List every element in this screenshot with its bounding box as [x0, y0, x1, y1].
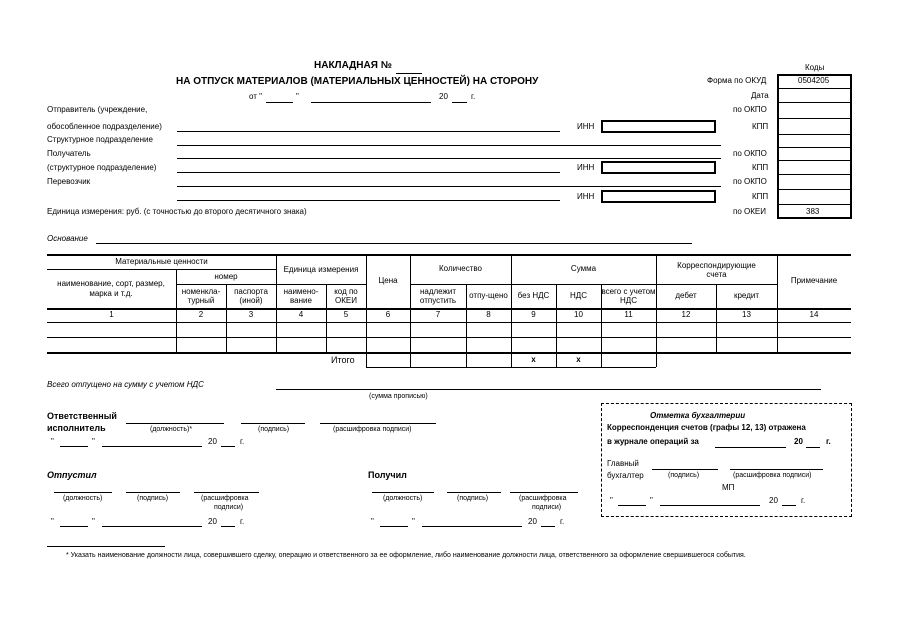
receiver-label-2: (структурное подразделение) — [47, 163, 157, 172]
rec-decoding-line[interactable] — [510, 492, 578, 493]
rec-date-quote: " — [412, 517, 415, 526]
received-label: Получил — [368, 470, 407, 480]
okpo-label: по ОКПО — [733, 177, 767, 186]
acc-date-quote: " — [650, 496, 653, 505]
footnote: * Указать наименование должности лица, совершившего сделку, операцию и ответственного за ее оформление, либо наименование должности лица, ответственного за оформление свершившегося события. — [66, 552, 746, 559]
stamp-mp: МП — [722, 483, 735, 492]
col-num: 11 — [624, 310, 633, 320]
rel-year-line[interactable] — [221, 526, 235, 527]
th-price: Цена — [378, 276, 398, 286]
acc-date-quote: " — [610, 496, 613, 505]
accounting-line2: в журнале операций за — [607, 437, 699, 446]
rec-signature-line[interactable] — [447, 492, 501, 493]
sender-input-line[interactable] — [177, 131, 560, 132]
carrier-input-line-2[interactable] — [177, 200, 560, 201]
rel-signature-caption: (подпись) — [137, 495, 169, 502]
carrier-label: Перевозчик — [47, 177, 91, 186]
rec-position-caption: (должность) — [383, 495, 423, 502]
date-year-line[interactable] — [452, 102, 467, 103]
accounting-title: Отметка бухгалтерии — [650, 411, 746, 420]
table-line — [47, 337, 851, 338]
resp-signature-line[interactable] — [241, 423, 305, 424]
struct-div-input-line[interactable] — [177, 145, 721, 146]
codes-row-divider — [777, 204, 852, 205]
rel-position-line[interactable] — [54, 492, 112, 493]
resp-position-caption: (должность)* — [150, 426, 193, 433]
rel-position-caption: (должность) — [63, 495, 103, 502]
footnote-separator — [47, 546, 165, 547]
okei-value: 383 — [806, 207, 820, 216]
resp-date-quote: " — [92, 437, 95, 446]
inn-label: ИНН — [577, 192, 595, 201]
th-unit-meas: Единица измерения — [283, 265, 359, 275]
kpp-label: КПП — [752, 192, 769, 201]
okud-value: 0504205 — [798, 76, 830, 85]
resp-date-month-line[interactable] — [102, 446, 202, 447]
accounting-line1: Корреспонденция счетов (графы 12, 13) отражена — [607, 423, 806, 432]
acc-year-suffix: г. — [801, 496, 806, 505]
kpp-label: КПП — [752, 163, 769, 172]
inn-label: ИНН — [577, 163, 595, 172]
rel-signature-line[interactable] — [126, 492, 180, 493]
rec-date-quote: " — [371, 517, 374, 526]
th-passport: паспорта (иной) — [234, 286, 268, 305]
codes-header: Коды — [805, 63, 825, 72]
sender-inn-field[interactable] — [601, 120, 716, 133]
chief-signature-line[interactable] — [652, 469, 718, 470]
rel-date-day-line[interactable] — [60, 526, 88, 527]
th-note: Примечание — [790, 276, 838, 286]
rec-year-prefix: 20 — [528, 517, 537, 526]
chief-signature-caption: (подпись) — [668, 472, 700, 479]
resp-year-prefix: 20 — [208, 437, 217, 446]
col-num: 2 — [198, 310, 204, 320]
acc-date-month-line[interactable] — [660, 505, 760, 506]
rec-date-month-line[interactable] — [422, 526, 522, 527]
accounting-year-prefix: 20 — [794, 437, 803, 446]
resp-decoding-line[interactable] — [320, 423, 436, 424]
doc-subtitle: НА ОТПУСК МАТЕРИАЛОВ (МАТЕРИАЛЬНЫХ ЦЕННОСТЕЙ) НА СТОРОНУ — [176, 76, 539, 87]
col-num: 12 — [681, 310, 691, 320]
kpp-label: КПП — [752, 122, 769, 131]
codes-row-divider — [777, 88, 852, 89]
chief-decoding-line[interactable] — [730, 469, 823, 470]
col-num: 4 — [298, 310, 304, 320]
th-quantity: Количество — [439, 264, 482, 274]
carrier-inn-field[interactable] — [601, 190, 716, 203]
rel-date-quote: " — [51, 517, 54, 526]
struct-div-label: Структурное подразделение — [47, 135, 153, 144]
acc-year-line[interactable] — [782, 505, 796, 506]
table-line — [366, 367, 656, 368]
rel-decoding-caption: (расшифровка — [201, 495, 249, 502]
unit-label: Единица измерения: руб. (с точностью до второго десятичного знака) — [47, 207, 307, 216]
col-num: 9 — [531, 310, 536, 320]
sum-words-caption: (сумма прописью) — [369, 393, 428, 400]
date-year-prefix: 20 — [439, 92, 448, 101]
th-sum: Сумма — [570, 264, 597, 274]
chief-decoding-caption: (расшифровка подписи) — [733, 472, 812, 479]
inn-label: ИНН — [577, 122, 595, 131]
rec-signature-caption: (подпись) — [457, 495, 489, 502]
col-num: 13 — [742, 310, 751, 320]
resp-year-line[interactable] — [221, 446, 235, 447]
rec-decoding-caption: (расшифровка — [519, 495, 567, 502]
col-num: 5 — [343, 310, 349, 320]
codes-row-divider — [777, 174, 852, 175]
codes-row-divider — [777, 118, 852, 119]
col-num: 14 — [809, 310, 819, 320]
col-num: 8 — [486, 310, 491, 320]
resp-position-line[interactable] — [126, 423, 224, 424]
doc-number-line[interactable] — [396, 73, 422, 74]
total-label: Итого — [331, 355, 355, 365]
rel-year-prefix: 20 — [208, 517, 217, 526]
receiver-inn-field[interactable] — [601, 161, 716, 174]
sum-words-input-line[interactable] — [276, 389, 821, 390]
codes-row-divider — [777, 134, 852, 135]
codes-row-divider — [777, 189, 852, 190]
receiver-label: Получатель — [47, 149, 91, 158]
col-num: 1 — [109, 310, 114, 320]
okpo-label: по ОКПО — [733, 149, 767, 158]
resp-year-suffix: г. — [240, 437, 245, 446]
rec-date-day-line[interactable] — [380, 526, 408, 527]
responsible-label: Ответственный — [47, 411, 117, 421]
responsible-label-2: исполнитель — [47, 423, 106, 433]
basis-input-line[interactable] — [96, 243, 692, 244]
th-okei-code: код по ОКЕИ — [334, 286, 358, 305]
codes-row-divider — [777, 147, 852, 148]
acc-date-day-line[interactable] — [618, 505, 646, 506]
okud-label: Форма по ОКУД — [707, 76, 767, 85]
th-mat-values: Материальные ценности — [115, 256, 208, 266]
accounting-year-line[interactable] — [806, 447, 820, 448]
date-quote: " — [296, 92, 299, 101]
rel-decoding-caption-2: подписи) — [214, 504, 244, 511]
doc-title: НАКЛАДНАЯ № — [314, 60, 392, 71]
th-corr: Корреспондирующие счета — [677, 260, 756, 279]
th-nomen: номенкла-турный — [181, 286, 221, 305]
resp-date-day-line[interactable] — [60, 446, 88, 447]
rel-decoding-line[interactable] — [194, 492, 259, 493]
date-from-label: от " — [249, 92, 262, 101]
receiver-input-line[interactable] — [177, 158, 721, 159]
okei-label: по ОКЕИ — [733, 207, 766, 216]
acc-year-prefix: 20 — [769, 496, 778, 505]
table-line — [47, 352, 851, 354]
receiver-input-line-2[interactable] — [177, 172, 560, 173]
th-number: номер — [214, 271, 238, 281]
th-to-release: надлежит отпустить — [419, 286, 457, 305]
rec-year-line[interactable] — [541, 526, 555, 527]
col-num: 3 — [248, 310, 254, 320]
accounting-period-line[interactable] — [715, 447, 786, 448]
th-no-vat: без НДС — [517, 291, 550, 301]
th-vat: НДС — [570, 291, 587, 301]
th-credit: кредит — [733, 291, 760, 301]
basis-label: Основание — [47, 234, 88, 243]
total-x-mark: x — [576, 355, 581, 365]
th-mat-name: наименование, сорт, размер, марка и т.д. — [57, 279, 165, 298]
codes-row-divider — [777, 160, 852, 161]
rel-year-suffix: г. — [240, 517, 245, 526]
rel-date-month-line[interactable] — [102, 526, 202, 527]
okpo-label: по ОКПО — [733, 105, 767, 114]
date-year-suffix: г. — [471, 92, 476, 101]
sum-words-label: Всего отпущено на сумму с учетом НДС — [47, 380, 204, 389]
chief-label: Главный — [607, 459, 639, 468]
col-num: 6 — [385, 310, 391, 320]
released-label: Отпустил — [47, 470, 97, 480]
accounting-year-suffix: г. — [826, 437, 831, 446]
table-line — [47, 322, 851, 323]
date-label: Дата — [751, 91, 769, 100]
chief-label-2: бухгалтер — [607, 471, 644, 480]
sender-label-2: обособленное подразделение) — [47, 122, 162, 131]
col-num: 10 — [574, 310, 583, 320]
th-unit-name: наимено-вание — [283, 286, 319, 305]
th-debit: дебет — [675, 291, 697, 301]
rec-decoding-caption-2: подписи) — [532, 504, 562, 511]
resp-date-quote: " — [51, 437, 54, 446]
date-month-line[interactable] — [311, 102, 431, 103]
date-day-line[interactable] — [266, 102, 293, 103]
total-x-mark: x — [531, 355, 536, 365]
th-total-vat: всего с учетом НДС — [601, 286, 656, 305]
codes-row-divider — [777, 102, 852, 103]
carrier-input-line[interactable] — [177, 186, 721, 187]
resp-decoding-caption: (расшифровка подписи) — [333, 426, 412, 433]
sender-label: Отправитель (учреждение, — [47, 105, 148, 114]
resp-signature-caption: (подпись) — [258, 426, 290, 433]
rec-year-suffix: г. — [560, 517, 565, 526]
rel-date-quote: " — [92, 517, 95, 526]
rec-position-line[interactable] — [372, 492, 434, 493]
th-released: отпу-щено — [469, 291, 508, 301]
col-num: 7 — [435, 310, 441, 320]
